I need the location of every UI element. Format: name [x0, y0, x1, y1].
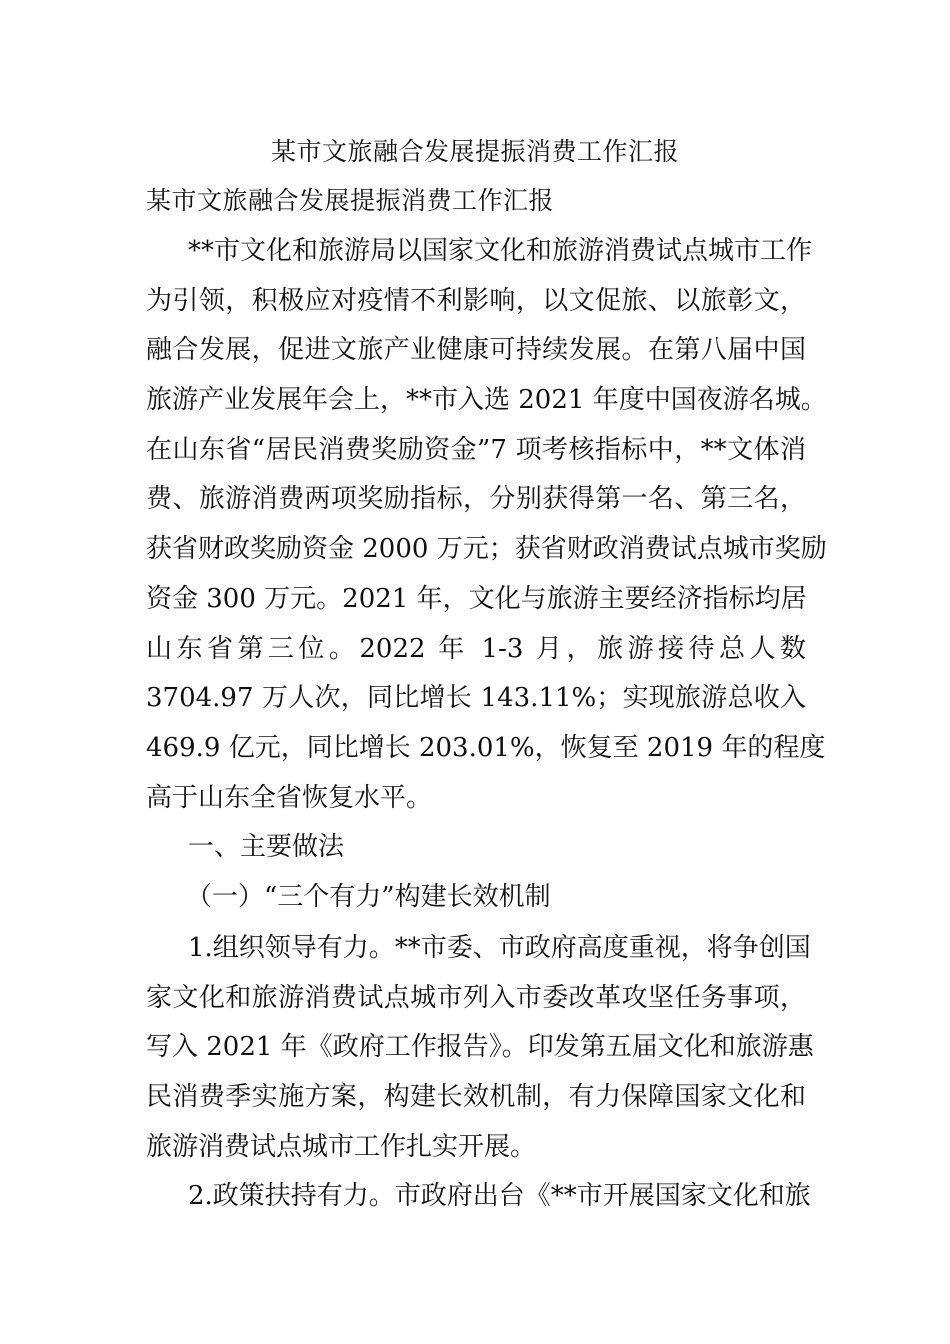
document-title-left: 某市文旅融合发展提振消费工作汇报 [146, 186, 555, 215]
point1-line: 写入 2021 年《政府工作报告》。印发第五届文化和旅游惠 [146, 1032, 814, 1063]
point1-line: 1.组织领导有力。**市委、市政府高度重视，将争创国 [188, 933, 811, 963]
intro-line: 469.9 亿元，同比增长 203.01%，恢复至 2019 年的程度 [146, 732, 826, 763]
point1-line: 旅游消费试点城市工作扎实开展。 [146, 1131, 537, 1162]
point1-paragraph [146, 924, 814, 1172]
intro-line: 3704.97 万人次，同比增长 143.11%；实现旅游总收入 [146, 683, 806, 714]
section-heading: 一、主要做法 [188, 832, 345, 862]
subsection-heading: （一）“三个有力”构建长效机制 [186, 882, 551, 912]
intro-paragraph [146, 227, 827, 823]
point2-paragraph [146, 1172, 811, 1222]
point1-line: 民消费季实施方案，构建长效机制，有力保障国家文化和 [146, 1082, 806, 1113]
intro-line: **市文化和旅游局以国家文化和旅游消费试点城市工作 [188, 236, 813, 266]
intro-line: 为引领，积极应对疫情不利影响，以文促旅、以旅彰文， [146, 285, 806, 316]
intro-line: 资金 300 万元。2021 年，文化与旅游主要经济指标均居 [146, 583, 807, 614]
intro-line: 费、旅游消费两项奖励指标，分别获得第一名、第三名， [146, 484, 806, 515]
point2-line: 2.政策扶持有力。市政府出台《**市开展国家文化和旅 [188, 1181, 811, 1211]
document-title-centered: 某市文旅融合发展提振消费工作汇报 [270, 137, 679, 166]
intro-line: 获省财政奖励资金 2000 万元；获省财政消费试点城市奖励 [146, 534, 827, 565]
intro-line: 旅游产业发展年会上，**市入选 2021 年度中国夜游名城。 [146, 385, 827, 416]
intro-line: 高于山东全省恢复水平。 [146, 782, 433, 813]
point1-line: 家文化和旅游消费试点城市列入市委改革攻坚任务事项， [146, 982, 806, 1013]
intro-line: 山东省第三位。2022 年 1-3 月，旅游接待总人数 [146, 633, 806, 664]
intro-line: 融合发展，促进文旅产业健康可持续发展。在第八届中国 [146, 335, 806, 366]
intro-line: 在山东省“居民消费奖励资金”7 项考核指标中，**文体消 [146, 434, 806, 465]
